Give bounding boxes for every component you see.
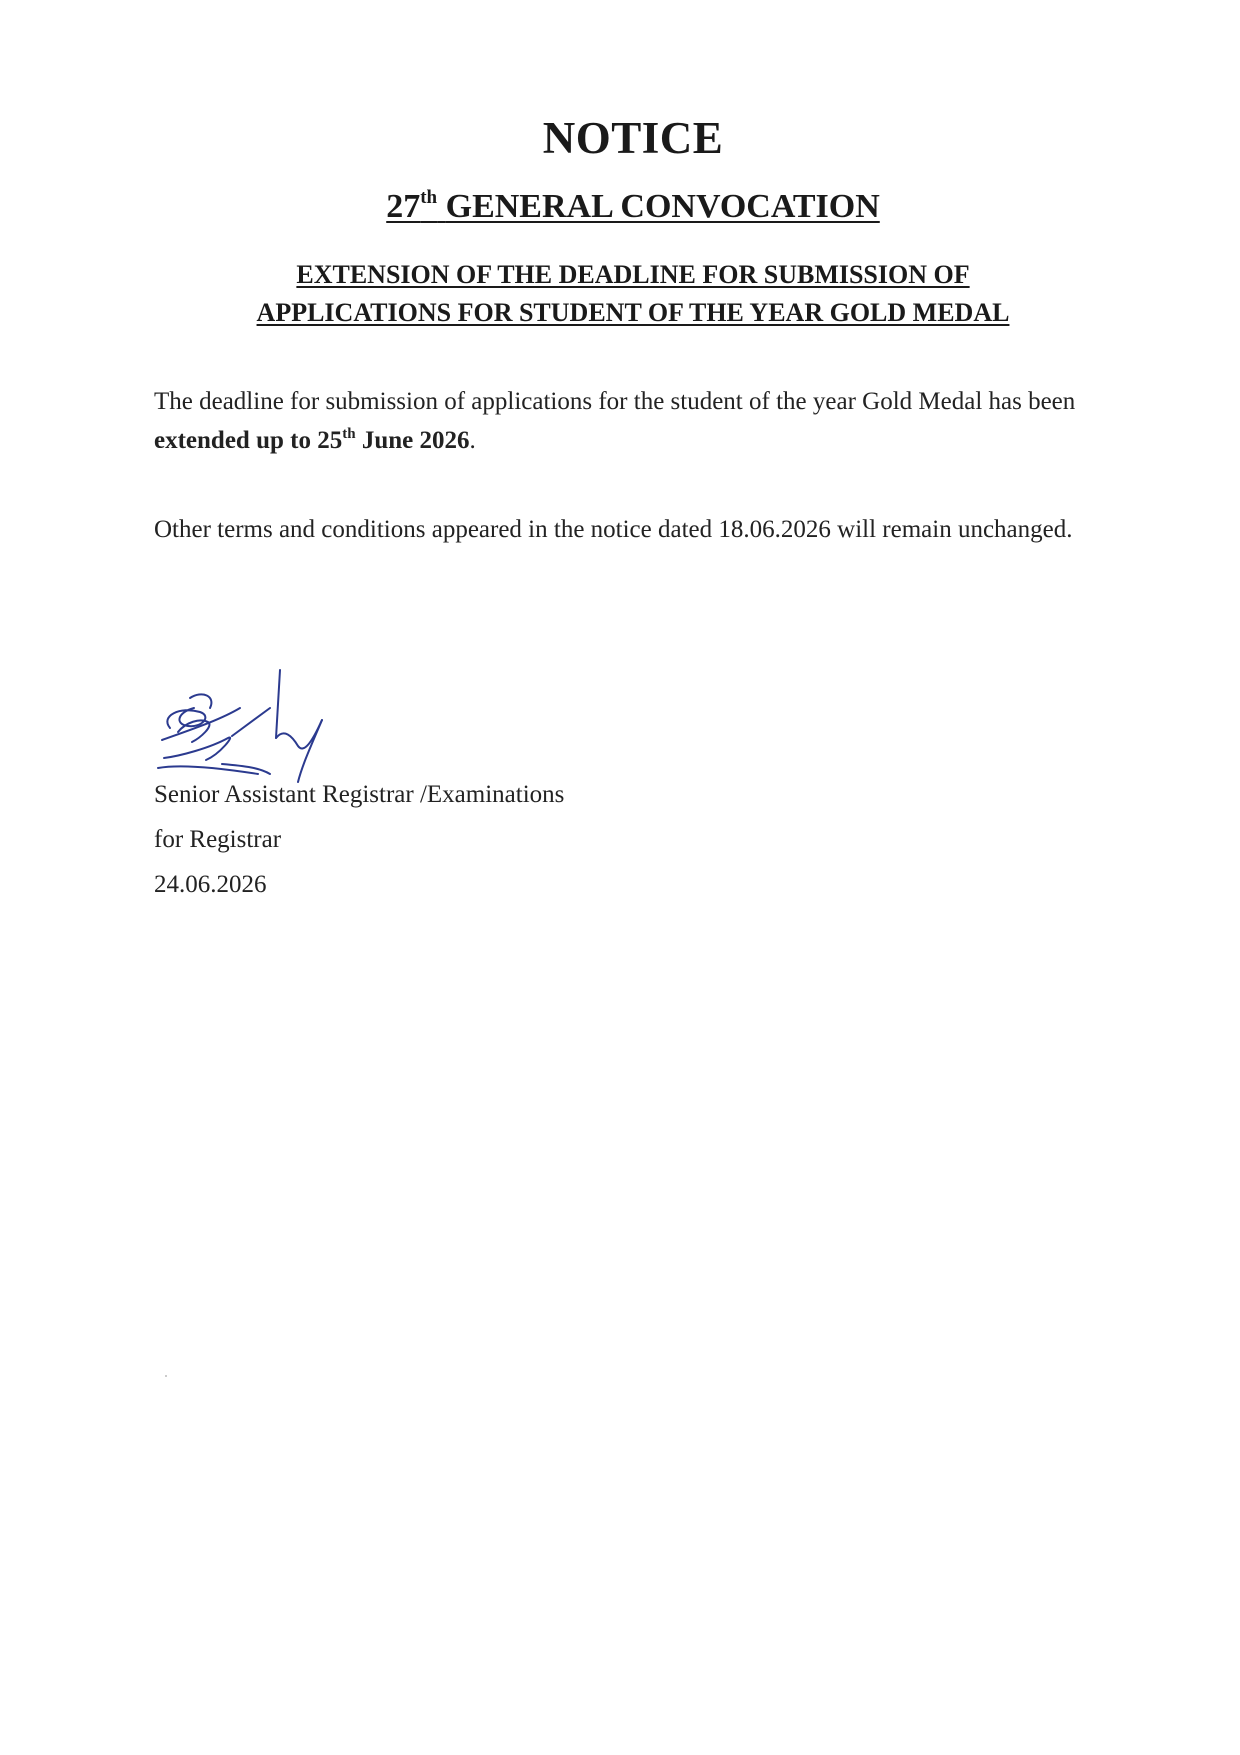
scan-speck bbox=[165, 1375, 167, 1377]
subtitle-text: GENERAL CONVOCATION bbox=[445, 188, 880, 225]
signatory-on-behalf: for Registrar bbox=[154, 826, 282, 853]
heading-line-1: EXTENSION OF THE DEADLINE FOR SUBMISSION OF bbox=[296, 260, 970, 289]
para1-bold-text-2: June 2026 bbox=[355, 427, 470, 454]
para1-bold bbox=[154, 427, 469, 454]
signature-block bbox=[154, 772, 564, 907]
convocation-subtitle bbox=[0, 188, 1240, 226]
signatory-designation: Senior Assistant Registrar /Examinations bbox=[154, 781, 565, 808]
terms-paragraph: Other terms and conditions appeared in the notice dated 18.06.2026 will remain unchanged. bbox=[154, 516, 1073, 543]
para1-sup: th bbox=[342, 426, 356, 442]
signature-date: 24.06.2026 bbox=[154, 871, 267, 898]
para1-text: The deadline for submission of applications for the student of the year Gold Medal has been bbox=[154, 388, 1076, 415]
heading-line-2: APPLICATIONS FOR STUDENT OF THE YEAR GOLD MEDAL bbox=[256, 298, 1010, 327]
subtitle-suffix: th bbox=[420, 187, 438, 208]
deadline-paragraph bbox=[154, 382, 1119, 460]
subtitle-number: 27 bbox=[386, 188, 421, 225]
para1-bold-text: extended up to 25 bbox=[154, 427, 343, 454]
notice-title: NOTICE bbox=[542, 113, 724, 163]
notice-heading bbox=[0, 256, 1240, 332]
para1-end: . bbox=[469, 427, 476, 454]
handwritten-signature bbox=[150, 668, 350, 783]
